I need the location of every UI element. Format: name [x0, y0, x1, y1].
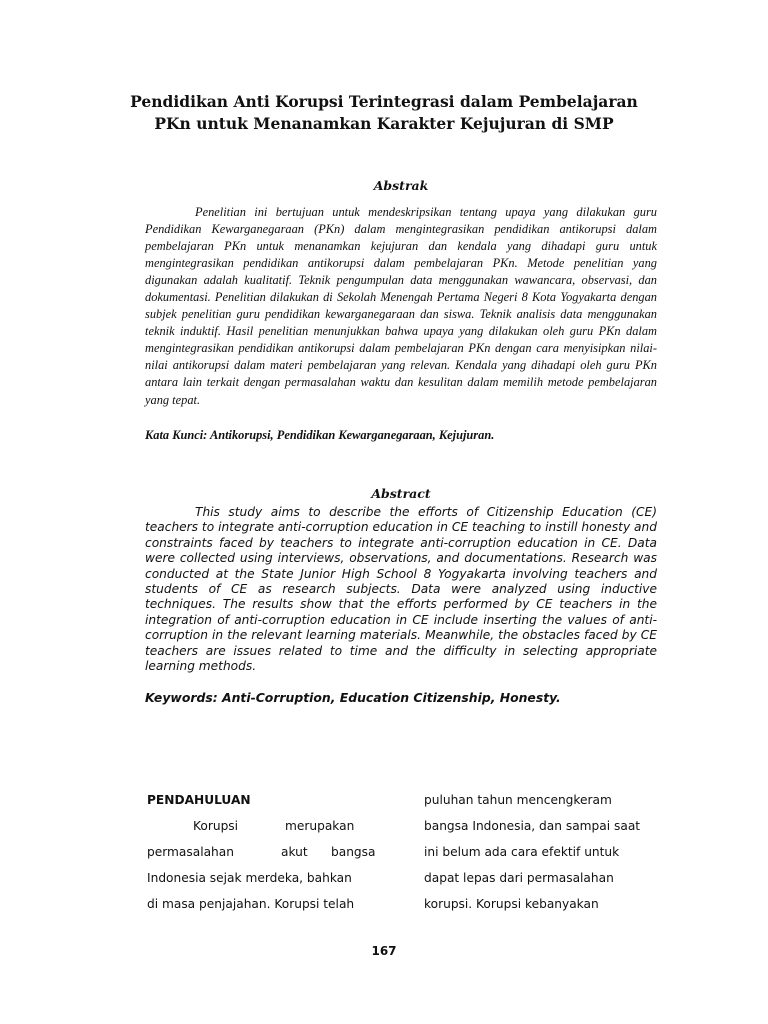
- body-text-line: akut: [281, 845, 308, 859]
- abstract-text: This study aims to describe the efforts of Citizenship Education (CE) teachers to integrate anti-corruption education in CE teaching to instill honesty and constraints faced by teachers to integrate anti-corruption education in CE. Data were collected using interviews, observations, and documentations. Research was conducted at the State Junior High School 8 Yogyakarta involving teachers and students of CE as research subjects. Data were analyzed using inductive techniques. The results show that the efforts performed by CE teachers in the integration of anti-corruption education in CE include inserting the values of anti-corruption in the relevant learning materials. Meanwhile, the obstacles faced by CE teachers are issues related to time and the difficulty in selecting appropriate learning methods.: [145, 505, 657, 674]
- abstrak-heading: Abstrak: [373, 178, 429, 193]
- page-number: 167: [371, 944, 397, 958]
- body-text-line: merupakan: [285, 819, 355, 833]
- paper-title: [120, 91, 648, 135]
- body-text-line: Indonesia sejak merdeka, bahkan: [147, 871, 352, 885]
- title-line-1: Pendidikan Anti Korupsi Terintegrasi dalam Pembelajaran: [130, 92, 638, 111]
- abstrak-paragraph: [145, 204, 657, 409]
- keywords: Keywords: Anti-Corruption, Education Citizenship, Honesty.: [145, 690, 561, 705]
- body-text-line: ini belum ada cara efektif untuk: [424, 845, 620, 859]
- body-text-line: di masa penjajahan. Korupsi telah: [147, 897, 355, 911]
- abstrak-text: Penelitian ini bertujuan untuk mendeskripsikan tentang upaya yang dilakukan guru Pendidikan Kewarganegaraan (PKn) dalam mengintegrasikan pendidikan antikorupsi dalam pembelajaran PKn untuk menanamkan kejujuran dan kendala yang dihadapi guru untuk mengintegrasikan pendidikan antikorupsi dalam pembelajaran PKn. Metode penelitian yang digunakan adalah kualitatif. Teknik pengumpulan data menggunakan wawancara, observasi, dan dokumentasi. Penelitian dilakukan di Sekolah Menengah Pertama Negeri 8 Kota Yogyakarta dengan subjek penelitian guru pendidikan kewarganegaraan dan siswa. Teknik analisis data menggunakan teknik induktif. Hasil penelitian menunjukkan bahwa upaya yang dilakukan oleh guru PKn dalam mengintegrasikan pendidikan antikorupsi dalam pembelajaran PKn dengan cara menyisipkan nilai-nilai antikorupsi dalam materi pembelajaran yang relevan. Kendala yang dihadapi oleh guru PKn antara lain terkait dengan permasalahan waktu dan kesulitan dalam memilih metode pembelajaran yang tepat.: [145, 205, 657, 407]
- abstract-paragraph: [145, 505, 657, 674]
- body-text-line: dapat lepas dari permasalahan: [424, 871, 614, 885]
- body-text-line: bangsa Indonesia, dan sampai saat: [424, 819, 641, 833]
- body-text-line: bangsa: [331, 845, 376, 859]
- kata-kunci: Kata Kunci: Antikorupsi, Pendidikan Kewarganegaraan, Kejujuran.: [145, 428, 495, 442]
- body-text-line: permasalahan: [147, 845, 234, 859]
- abstract-heading: Abstract: [371, 486, 431, 501]
- body-text-line: puluhan tahun mencengkeram: [424, 793, 612, 807]
- section-heading: PENDAHULUAN: [147, 793, 251, 807]
- body-text-line: korupsi. Korupsi kebanyakan: [424, 897, 599, 911]
- body-text-line: Korupsi: [193, 819, 239, 833]
- title-line-2: PKn untuk Menanamkan Karakter Kejujuran di SMP: [154, 114, 614, 133]
